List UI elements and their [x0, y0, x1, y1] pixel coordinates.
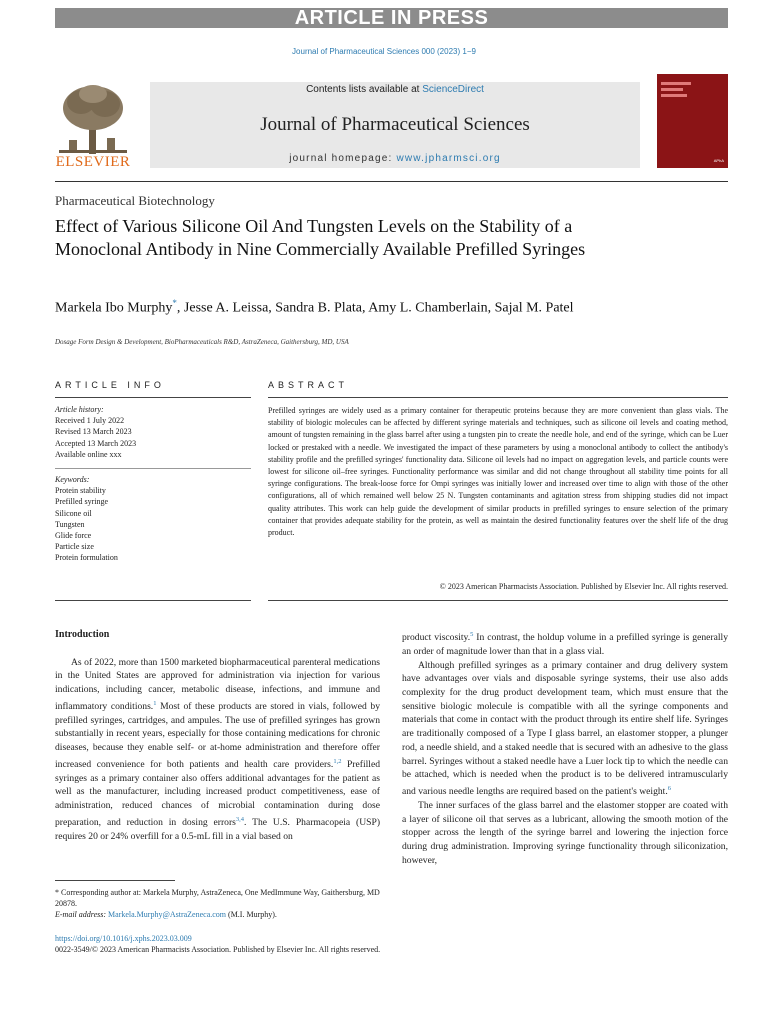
keyword-item: Protein formulation — [55, 553, 118, 563]
keyword-item: Particle size — [55, 542, 94, 552]
keyword-item: Protein stability — [55, 486, 106, 496]
body-column-left — [55, 628, 380, 843]
abstract-text: Prefilled syringes are widely used as a primary container for therapeutic proteins because they are more convenient than glass vials. The stability of biologic molecules can be affected by different syringe materials and techniques, such as silicone oil levels and coating method, amount of tungsten remaining in the glass barrel after using a tungsten pin to create the needle hole, and end of the syringe, which can be Luer locked or prestaked with a needle. We investigated the impact of these parameters by using a monoclonal antibody to collect the antibody's stability profile and the prefilled syringes' functionality data. Silicone oil levels had no impact on aggregation levels, and particle counts were lowest for silicone oil–free syringes. Functionality performance was similar and did not change throughout all stability time points for all syringe configurations. The break-loose force for Ompi syringes was initially lower and increased over time to align with those of the other configurations, all of which remained well below 25 N. Tungsten contaminants and agitation stress from shipping studies did not impact quality attributes. This work can help guide the development of similar products in prefilled syringes to ensure selection of the primary container that provides adequate stability for the protein, as well as maintain the desired functionality features over the shelf life of the drug product. — [268, 406, 728, 538]
email-line: E-mail address: Markela.Murphy@AstraZeneca.com (M.I. Murphy). — [55, 910, 277, 919]
introduction-heading: Introduction — [55, 629, 110, 640]
journal-title: Journal of Pharmaceutical Sciences — [260, 114, 530, 135]
journal-cover-thumbnail[interactable] — [657, 74, 728, 168]
article-info-top-rule — [55, 397, 251, 398]
citation-link[interactable]: 1 — [153, 699, 157, 707]
doi-link[interactable]: https://doi.org/10.1016/j.xphs.2023.03.009 — [55, 934, 192, 943]
sciencedirect-link[interactable]: ScienceDirect — [422, 84, 484, 95]
issn-copyright-line: 0022-3549/© 2023 American Pharmacists Association. Published by Elsevier Inc. All rights reserved. — [55, 945, 381, 954]
corresponding-author-marker[interactable]: * — [172, 298, 177, 308]
masthead-center-box — [150, 82, 640, 168]
body-paragraph: product viscosity.$^5$ In contrast, the holdup volume in a prefilled syringe is generally an order of magnitude lower than that in a glass vial. — [402, 631, 728, 657]
keyword-item: Tungsten — [55, 519, 85, 529]
keyword-item: Prefilled syringe — [55, 497, 109, 507]
masthead-divider — [55, 181, 728, 182]
body-column-right — [402, 628, 728, 867]
paper-title: Effect of Various Silicone Oil And Tungsten Levels on the Stability of a Monoclonal Antibody in Nine Commercially Available Prefilled Syringes — [55, 216, 586, 259]
citation-link[interactable]: 6 — [667, 784, 671, 792]
info-divider — [55, 468, 251, 469]
abstract-heading: ABSTRACT — [268, 380, 349, 390]
history-item: Available online xxx — [55, 449, 122, 459]
cover-title-line — [661, 94, 687, 97]
keywords-label: Keywords: — [55, 475, 90, 485]
abstract-bottom-rule — [268, 600, 728, 601]
author-list: Markela Ibo Murphy*, Jesse A. Leissa, Sandra B. Plata, Amy L. Chamberlain, Sajal M. Patel — [55, 298, 574, 316]
corresponding-author-note: * Corresponding author at: Markela Murphy, AstraZeneca, One MedImmune Way, Gaithersburg, MD 20878. — [55, 888, 380, 908]
affiliation: Dosage Form Design & Development, BioPharmaceuticals R&D, AstraZeneca, Gaithersburg, MD, USA — [55, 338, 349, 346]
citation-link[interactable]: 3,4 — [235, 815, 245, 823]
footnote — [55, 887, 380, 920]
body-paragraph: The inner surfaces of the glass barrel and the elastomer stopper are coated with a layer of silicone oil that serves as a lubricant, allowing the smooth motion of the stopper across the length of the syringe barrel and lowering the injection force during drug administration. Improving syringe functionality through siliconization, however, — [402, 799, 728, 866]
abstract-copyright: © 2023 American Pharmacists Association. Published by Elsevier Inc. All rights reserved. — [439, 582, 728, 591]
elsevier-wordmark: ELSEVIER — [55, 154, 131, 170]
article-info-heading: ARTICLE INFO — [55, 380, 165, 390]
history-item: Revised 13 March 2023 — [55, 427, 132, 437]
masthead — [55, 74, 728, 169]
abstract-top-rule — [268, 397, 728, 398]
author-email-link[interactable]: Markela.Murphy@AstraZeneca.com — [108, 910, 227, 919]
article-info-panel — [55, 404, 251, 564]
journal-homepage-line: journal homepage: www.jpharmsci.org — [289, 153, 501, 164]
contents-available-line: Contents lists available at ScienceDirect — [306, 84, 484, 95]
article-in-press-banner: ARTICLE IN PRESS — [55, 8, 728, 28]
history-item: Accepted 13 March 2023 — [55, 438, 137, 448]
article-section: Pharmaceutical Biotechnology — [55, 193, 215, 208]
history-item: Received 1 July 2022 — [55, 416, 125, 426]
article-info-bottom-rule — [55, 600, 251, 601]
cover-apha-logo: APhA — [713, 158, 724, 163]
keyword-item: Silicone oil — [55, 508, 92, 518]
journal-homepage-link[interactable]: www.jpharmsci.org — [396, 153, 501, 164]
corresponding-author-name[interactable]: Markela Ibo Murphy — [55, 300, 173, 316]
article-history-label: Article history: — [55, 405, 104, 414]
citation-link[interactable]: 5 — [470, 631, 474, 638]
footnote-rule — [55, 880, 175, 881]
cover-title-line — [661, 82, 691, 85]
cover-title-line — [661, 88, 683, 91]
body-paragraph: As of 2022, more than 1500 marketed biopharmaceutical parenteral medications in the United States are approved for administration via injection for various indications, including cancer, metabolic disease, infections, and immune and inflammatory conditions.$^1$ Most of these products are stored in vials, followed by prefilled syringes, cartridges, and ampules. The use of prefilled syringes has grown substantially in recent years, especially for those containing medications for chronic diseases, because they enable self- or at-home administration and therefore offer increased convenience for both patients and health care providers.$^{1,2}$ Prefilled syringes as a primary container also offers additional advantages for the patient as well as the manufacturer, including increased product competitiveness, ease of administration, reduced chances of microbial contamination during dose preparation, and reduction in dosing errors$^{3,4}$. The U.S. Pharmacopeia (USP) requires 20 or 24% overfill for a 0.5-mL fill in a vial based on — [55, 656, 381, 842]
journal-reference-link[interactable]: Journal of Pharmaceutical Sciences 000 (2023) 1−9 — [292, 47, 476, 56]
body-paragraph: Although prefilled syringes as a primary container and drug delivery system have advantages over vials and disposable syringe systems, their use also adds complexity for the drug product development team, which must ensure that the sensitive biologic molecule is compatible with all the syringe components and materials that come in contact with the product through its entire shelf life. Syringes are traditionally composed of a Type I glass barrel, an elastomer stopper, a plunger rod, a needle shield, and a staked needle that is secured with an adhesive to the glass barrel. Syringes without a staked needle have a Luer lock tip to which the needle can be attached, which is needed when the product is to be delivered intramuscularly and various needle lengths are required based on the patient's weight.$^6$ — [402, 659, 728, 798]
citation-link[interactable]: 1,2 — [333, 757, 342, 765]
keyword-item: Glide force — [55, 531, 92, 541]
